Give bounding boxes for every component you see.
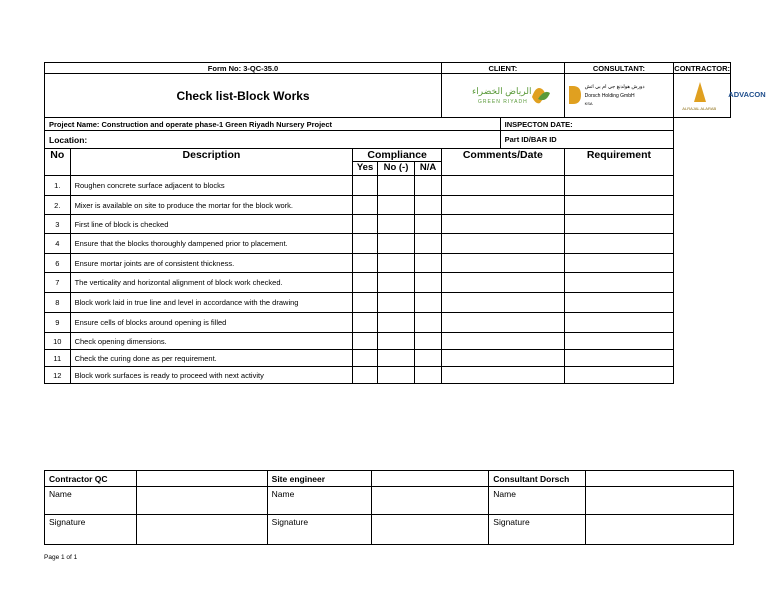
item-description: First line of block is checked [70, 215, 353, 234]
col-yes: Yes [353, 162, 378, 176]
client-logo [442, 74, 565, 118]
item-number: 9 [45, 313, 71, 333]
part-id-label: Part ID/BAR ID [500, 131, 674, 149]
engineer-signature-label: Signature [267, 515, 371, 545]
item-na-cell[interactable] [415, 367, 442, 384]
col-na: N/A [415, 162, 442, 176]
item-no-cell[interactable] [377, 273, 414, 293]
item-number: 11 [45, 350, 71, 367]
item-number: 6 [45, 254, 71, 273]
client-logo-arabic: الرياض الخضراء [472, 86, 532, 96]
item-na-cell[interactable] [415, 196, 442, 215]
item-no-cell[interactable] [377, 350, 414, 367]
item-description: Block work laid in true line and level in accordance with the drawing [70, 293, 353, 313]
item-number: 2. [45, 196, 71, 215]
item-na-cell[interactable] [415, 215, 442, 234]
item-description: Check opening dimensions. [70, 333, 353, 350]
page-title: Check list-Block Works [45, 74, 442, 118]
form-number: Form No: 3-QC-35.0 [45, 63, 442, 74]
item-comments-cell[interactable] [442, 254, 565, 273]
col-description: Description [70, 149, 353, 176]
col-requirement: Requirement [564, 149, 674, 176]
item-yes-cell[interactable] [353, 367, 378, 384]
consultant-signature-field[interactable] [586, 515, 734, 545]
item-requirement-cell[interactable] [564, 215, 674, 234]
item-yes-cell[interactable] [353, 215, 378, 234]
col-no-option: No (-) [377, 162, 414, 176]
item-requirement-cell[interactable] [564, 313, 674, 333]
site-engineer-value[interactable] [371, 471, 489, 487]
project-name: Project Name: Construction and operate phase-1 Green Riyadh Nursery Project [45, 118, 501, 131]
item-no-cell[interactable] [377, 215, 414, 234]
item-number: 12 [45, 367, 71, 384]
dorsch-logo-icon [567, 84, 583, 106]
item-description: Roughen concrete surface adjacent to blocks [70, 176, 353, 196]
signoff-signature-row [45, 515, 734, 545]
contractor-name-label: Name [45, 487, 137, 515]
location-label: Location: [45, 131, 501, 149]
item-yes-cell[interactable] [353, 350, 378, 367]
item-number: 3 [45, 215, 71, 234]
item-description: Ensure that the blocks thoroughly dampened prior to placement. [70, 234, 353, 254]
item-requirement-cell[interactable] [564, 234, 674, 254]
item-comments-cell[interactable] [442, 196, 565, 215]
item-number: 10 [45, 333, 71, 350]
item-requirement-cell[interactable] [564, 273, 674, 293]
item-no-cell[interactable] [377, 254, 414, 273]
checklist-row [45, 367, 731, 384]
location-row [45, 131, 731, 149]
item-yes-cell[interactable] [353, 176, 378, 196]
item-description: Ensure mortar joints are of consistent thickness. [70, 254, 353, 273]
page-number: Page 1 of 1 [44, 554, 78, 561]
col-no: No [45, 149, 71, 176]
item-na-cell[interactable] [415, 234, 442, 254]
checklist-row [45, 234, 731, 254]
item-comments-cell[interactable] [442, 333, 565, 350]
form-header-row [45, 63, 731, 74]
col-compliance: Compliance [353, 149, 442, 162]
item-comments-cell[interactable] [442, 313, 565, 333]
item-yes-cell[interactable] [353, 254, 378, 273]
item-comments-cell[interactable] [442, 293, 565, 313]
column-header-row [45, 149, 731, 162]
item-no-cell[interactable] [377, 176, 414, 196]
contractor-label: CONTRACTOR: [674, 63, 730, 73]
checklist-row [45, 350, 731, 367]
title-row [45, 74, 731, 118]
alrajal-logo-icon [690, 80, 710, 104]
contractor-name-field[interactable] [136, 487, 267, 515]
consultant-logo-sub: KSA [584, 101, 593, 106]
engineer-name-label: Name [267, 487, 371, 515]
signoff-header-row [45, 471, 734, 487]
contractor-logo-right: ADVACON [728, 90, 766, 99]
consultant-label-signoff: Consultant Dorsch [489, 471, 586, 487]
item-yes-cell[interactable] [353, 196, 378, 215]
item-comments-cell[interactable] [442, 176, 565, 196]
item-na-cell[interactable] [415, 254, 442, 273]
consultant-logo-name: Dorsch Holding GmbH [584, 93, 635, 99]
consultant-name-field[interactable] [586, 487, 734, 515]
checklist-row [45, 196, 731, 215]
checklist-row [45, 313, 731, 333]
item-na-cell[interactable] [415, 313, 442, 333]
contractor-logo [674, 74, 766, 118]
item-description: Mixer is available on site to produce the mortar for the block work. [70, 196, 353, 215]
contractor-qc-label: Contractor QC [45, 471, 137, 487]
col-comments: Comments/Date [442, 149, 565, 176]
checklist-row [45, 215, 731, 234]
item-requirement-cell[interactable] [564, 293, 674, 313]
item-yes-cell[interactable] [353, 273, 378, 293]
consultant-value[interactable] [586, 471, 734, 487]
checklist-row [45, 333, 731, 350]
engineer-name-field[interactable] [371, 487, 489, 515]
item-comments-cell[interactable] [442, 215, 565, 234]
item-no-cell[interactable] [377, 234, 414, 254]
contractor-signature-label: Signature [45, 515, 137, 545]
client-label: CLIENT: [442, 63, 565, 74]
checklist-table [44, 62, 766, 384]
item-comments-cell[interactable] [442, 367, 565, 384]
checklist-row [45, 254, 731, 273]
contractor-signature-field[interactable] [136, 515, 267, 545]
signoff-name-row [45, 487, 734, 515]
item-yes-cell[interactable] [353, 293, 378, 313]
item-requirement-cell[interactable] [564, 350, 674, 367]
consultant-logo [564, 74, 674, 118]
inspection-date-label: INSPECTON DATE: [500, 118, 674, 131]
contractor-qc-value[interactable] [136, 471, 267, 487]
item-no-cell[interactable] [377, 196, 414, 215]
item-yes-cell[interactable] [353, 234, 378, 254]
client-logo-name: GREEN RIYADH [478, 99, 528, 105]
consultant-logo-arabic: دورش هولدنغ جي ام بي اتش [584, 84, 645, 90]
item-no-cell[interactable] [377, 367, 414, 384]
contractor-logo-left: ALRAJAL ALARAB [682, 106, 717, 111]
consultant-name-label: Name [489, 487, 586, 515]
item-description: Check the curing done as per requirement. [70, 350, 353, 367]
item-number: 8 [45, 293, 71, 313]
consultant-label: CONSULTANT: [564, 63, 674, 74]
item-no-cell[interactable] [377, 313, 414, 333]
item-comments-cell[interactable] [442, 273, 565, 293]
item-requirement-cell[interactable] [564, 254, 674, 273]
item-number: 4 [45, 234, 71, 254]
item-no-cell[interactable] [377, 333, 414, 350]
item-yes-cell[interactable] [353, 313, 378, 333]
engineer-signature-field[interactable] [371, 515, 489, 545]
green-riyadh-emblem-icon [528, 83, 552, 107]
item-requirement-cell[interactable] [564, 176, 674, 196]
item-comments-cell[interactable] [442, 234, 565, 254]
item-na-cell[interactable] [415, 293, 442, 313]
signoff-table [44, 470, 734, 545]
item-requirement-cell[interactable] [564, 367, 674, 384]
item-na-cell[interactable] [415, 350, 442, 367]
item-no-cell[interactable] [377, 293, 414, 313]
item-comments-cell[interactable] [442, 350, 565, 367]
item-description: Ensure cells of blocks around opening is filled [70, 313, 353, 333]
item-description: Block work surfaces is ready to proceed with next activity [70, 367, 353, 384]
item-yes-cell[interactable] [353, 333, 378, 350]
item-requirement-cell[interactable] [564, 333, 674, 350]
item-na-cell[interactable] [415, 176, 442, 196]
item-requirement-cell[interactable] [564, 196, 674, 215]
checklist-row [45, 176, 731, 196]
item-na-cell[interactable] [415, 333, 442, 350]
consultant-signature-label: Signature [489, 515, 586, 545]
item-na-cell[interactable] [415, 273, 442, 293]
item-description: The verticality and horizontal alignment of block work checked. [70, 273, 353, 293]
item-number: 1. [45, 176, 71, 196]
site-engineer-label: Site engineer [267, 471, 371, 487]
project-row [45, 118, 731, 131]
checklist-row [45, 273, 731, 293]
checklist-row [45, 293, 731, 313]
item-number: 7 [45, 273, 71, 293]
